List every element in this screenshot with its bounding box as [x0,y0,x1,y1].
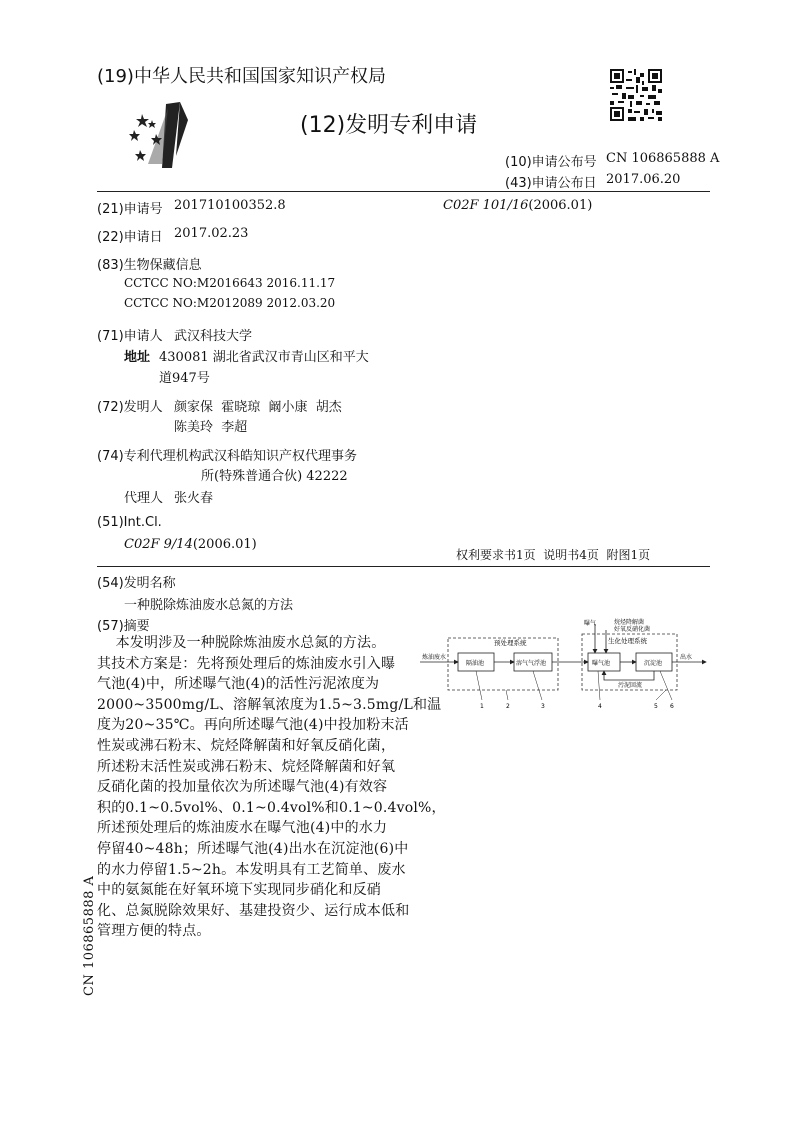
issuing-office: (19)中华人民共和国国家知识产权局 [97,66,386,87]
invention-title: 一种脱除炼油废水总氮的方法 [124,598,294,613]
abstract-line: 中的氨氮能在好氧环境下实现同步硝化和反硝 [97,882,381,899]
label-box2: 溶气气浮池 [516,660,547,667]
abstract-line: 积的0.1~0.5vol%、0.1~0.4vol%和0.1~0.4vol%， [97,799,446,816]
biodeposit-entry: CCTCC NO:M2016643 2016.11.17 [124,276,336,290]
agency: 所(特殊普通合伙) 42222 [201,469,348,484]
process-flow-diagram [418,616,710,714]
label-feed1: 烷烃降解菌 [614,619,645,626]
application-number: 201710100352.8 [174,198,286,213]
label-box4: 沉淀池 [644,660,663,667]
label-feed2: 好氧反硝化菌 [614,626,651,633]
label-n2: 2 [506,703,510,710]
agency: 武汉科皓知识产权代理事务 [201,449,358,464]
abstract-line: 其技术方案是：先将预处理后的炼油废水引入曝 [97,655,396,672]
intcl-version: (2006.01) [192,537,257,552]
abstract-line: 所述粉末活性炭或沸石粉末、烷烃降解菌和好氧 [97,758,396,775]
label-n4: 4 [598,703,602,710]
abstract-label: (57)摘要 [97,619,150,634]
agency-label: (74)专利代理机构 [97,449,202,464]
address-line: 430081 湖北省武汉市青山区和平大 [159,350,369,365]
label-bio-system: 生化处理系统 [608,637,647,645]
biodeposit-label: (83)生物保藏信息 [97,258,202,273]
application-date-label: (22)申请日 [97,230,163,245]
document-type: (12)发明专利申请 [300,113,478,138]
page-counts: 权利要求书1页 说明书4页 附图1页 [456,548,651,562]
agent: 张火春 [174,491,214,506]
label-n6: 6 [670,703,674,710]
label-outlet: 出水 [680,654,693,661]
abstract-line: 的水力停留1.5~2h。本发明具有工艺简单、废水 [97,861,406,878]
ipc-main-code: C02F 101/16 [443,198,529,213]
publication-date: 2017.06.20 [606,172,681,187]
cnipa-emblem-icon [128,100,214,170]
applicant: 武汉科技大学 [174,329,253,344]
agent-label: 代理人 [124,491,164,506]
abstract-line: 停留40~48h；所述曝气池(4)出水在沉淀池(6)中 [97,841,409,857]
side-publication-number: CN 106865888 A [82,875,97,996]
inventors: 陈美玲 李超 [174,420,248,435]
label-inlet: 炼油废水 [422,654,447,661]
inventor-label: (72)发明人 [97,400,163,415]
label-air: 曝气 [584,620,597,627]
label-n3: 3 [541,703,545,710]
label-n5: 5 [654,703,658,710]
application-date: 2017.02.23 [174,226,249,241]
intcl-label: (51)Int.Cl. [97,515,162,530]
publication-number-label: (10)申请公布号 [505,155,597,170]
invention-title-label: (54)发明名称 [97,576,176,591]
abstract-line: 2000~3500mg/L、溶解氧浓度为1.5~3.5mg/L和温 [97,696,442,713]
abstract-line: 所述预处理后的炼油废水在曝气池(4)中的水力 [97,820,388,837]
address-line: 道947号 [159,371,210,386]
qr-code-icon [610,69,662,121]
inventors: 颜家保 霍晓琼 阚小康 胡杰 [174,400,342,415]
abstract-line: 性炭或沸石粉末、烷烃降解菌和好氧反硝化菌， [97,738,396,754]
label-box3: 曝气池 [592,660,611,667]
label-pre-system: 预处理系统 [494,639,527,647]
abstract-line: 度为20~35℃。再向所述曝气池(4)中投加粉末活 [97,717,409,734]
application-number-label: (21)申请号 [97,202,163,217]
ipc-main-version: (2006.01) [528,198,593,213]
label-n1: 1 [480,703,484,710]
abstract-line: 管理方便的特点。 [97,923,211,940]
publication-date-label: (43)申请公布日 [505,176,597,191]
abstract-line: 化、总氮脱除效果好、基建投资少、运行成本低和 [97,902,410,919]
section-divider [97,566,710,567]
abstract-line: 本发明涉及一种脱除炼油废水总氮的方法。 [97,635,386,651]
abstract-line: 气池(4)中，所述曝气池(4)的活性污泥浓度为 [97,676,380,693]
biodeposit-entry: CCTCC NO:M2012089 2012.03.20 [124,296,336,310]
publication-number: CN 106865888 A [606,151,720,166]
applicant-label: (71)申请人 [97,329,163,344]
address-label: 地址 [124,350,151,365]
intcl-code: C02F 9/14 [124,537,193,552]
label-return: 污泥回流 [618,682,643,689]
abstract-line: 反硝化菌的投加量依次为所述曝气池(4)有效容 [97,779,388,796]
header-divider [97,191,710,192]
label-box1: 隔油池 [466,660,485,667]
